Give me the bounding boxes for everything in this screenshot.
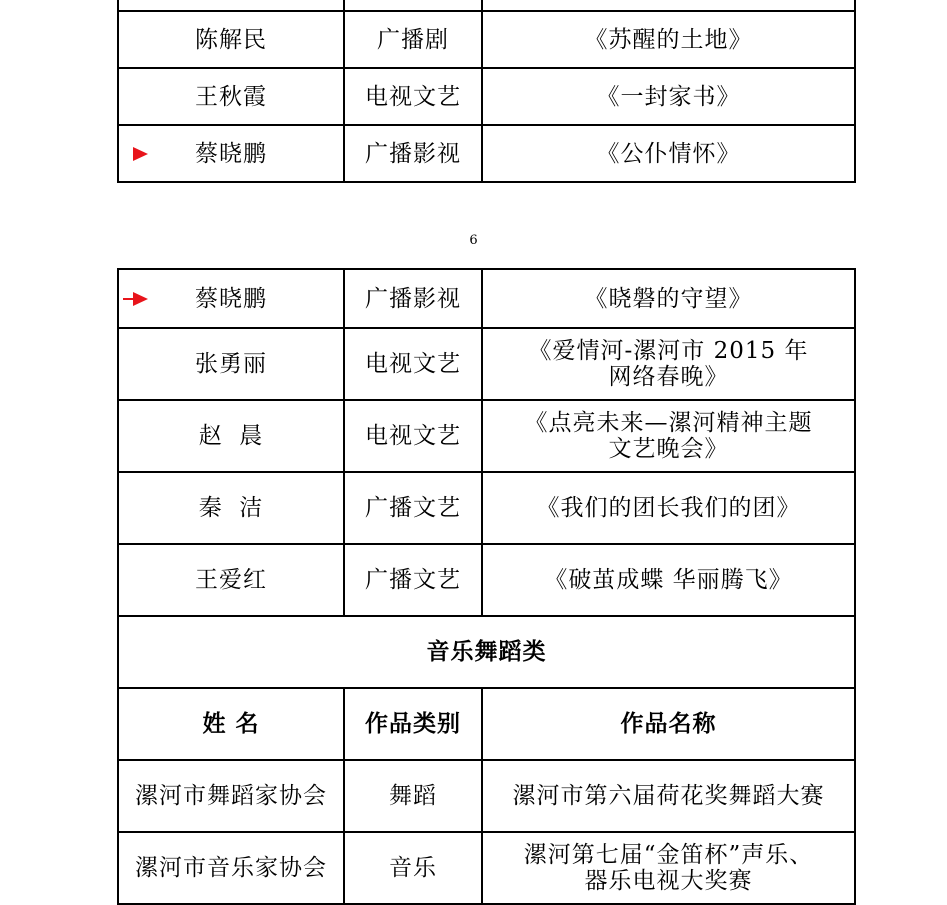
work-title-line: 漯河第七届“金笛杯”声乐、 [523, 842, 814, 868]
table-row [118, 544, 855, 616]
table-row [118, 269, 855, 328]
table-row [118, 400, 855, 472]
work-title-line: 器乐电视大奖赛 [584, 868, 753, 894]
author-name: 蔡晓鹏 [195, 140, 267, 167]
category-cell: 广播文艺 [344, 544, 482, 616]
awards-table-top [117, 0, 856, 183]
work-title-line: 网络春晚》 [608, 364, 729, 390]
category-cell: 电视文艺 [344, 328, 482, 400]
section-title: 音乐舞蹈类 [118, 616, 855, 688]
work-title-cell [482, 400, 855, 472]
table-row [118, 68, 855, 125]
header-category: 作品类别 [344, 688, 482, 760]
work-title-cell: 《公仆情怀》 [482, 125, 855, 182]
category-cell: 电视文艺 [344, 400, 482, 472]
work-title-cell: 《一封家书》 [482, 68, 855, 125]
work-title-cell [482, 328, 855, 400]
page-number: 6 [469, 233, 478, 248]
table-row [118, 125, 855, 182]
category-cell: 广播剧 [344, 11, 482, 68]
table-row [118, 11, 855, 68]
author-cell: 张勇丽 [118, 328, 344, 400]
work-title-line: 文艺晚会》 [608, 436, 729, 462]
author-cell: 赵 晨 [118, 400, 344, 472]
category-cell: 舞蹈 [344, 760, 482, 832]
table-cell-empty [118, 0, 344, 11]
work-title-cell: 《晓磐的守望》 [482, 269, 855, 328]
work-title-cell: 《破茧成蝶 华丽腾飞》 [482, 544, 855, 616]
work-title-cell: 《我们的团长我们的团》 [482, 472, 855, 544]
header-work: 作品名称 [482, 688, 855, 760]
author-cell: 漯河市舞蹈家协会 [118, 760, 344, 832]
table-row [118, 0, 855, 11]
table-row [118, 760, 855, 832]
category-cell: 电视文艺 [344, 68, 482, 125]
work-title-cell: 《苏醒的土地》 [482, 11, 855, 68]
author-cell: 王爱红 [118, 544, 344, 616]
table-cell-empty [344, 0, 482, 11]
category-cell: 音乐 [344, 832, 482, 904]
header-row [118, 688, 855, 760]
awards-table-main [117, 268, 856, 905]
author-cell: 秦 洁 [118, 472, 344, 544]
author-cell: 王秋霞 [118, 68, 344, 125]
category-cell: 广播文艺 [344, 472, 482, 544]
work-title-line: 《点亮未来—漯河精神主题 [524, 410, 813, 436]
table-row [118, 832, 855, 904]
table-row [118, 328, 855, 400]
table-row [118, 472, 855, 544]
author-cell-marked [118, 269, 344, 328]
red-arrow-marker-icon [133, 292, 148, 306]
work-title-cell: 漯河市第六届荷花奖舞蹈大赛 [482, 760, 855, 832]
work-title-cell [482, 832, 855, 904]
author-cell: 漯河市音乐家协会 [118, 832, 344, 904]
author-cell: 陈解民 [118, 11, 344, 68]
red-arrow-marker-icon [133, 147, 148, 161]
header-name: 姓 名 [118, 688, 344, 760]
category-cell: 广播影视 [344, 125, 482, 182]
section-row [118, 616, 855, 688]
category-cell: 广播影视 [344, 269, 482, 328]
author-cell-marked [118, 125, 344, 182]
table-cell-empty [482, 0, 855, 11]
work-title-line: 《爱情河-漯河市 2015 年 [528, 338, 809, 364]
author-name: 蔡晓鹏 [195, 285, 267, 312]
